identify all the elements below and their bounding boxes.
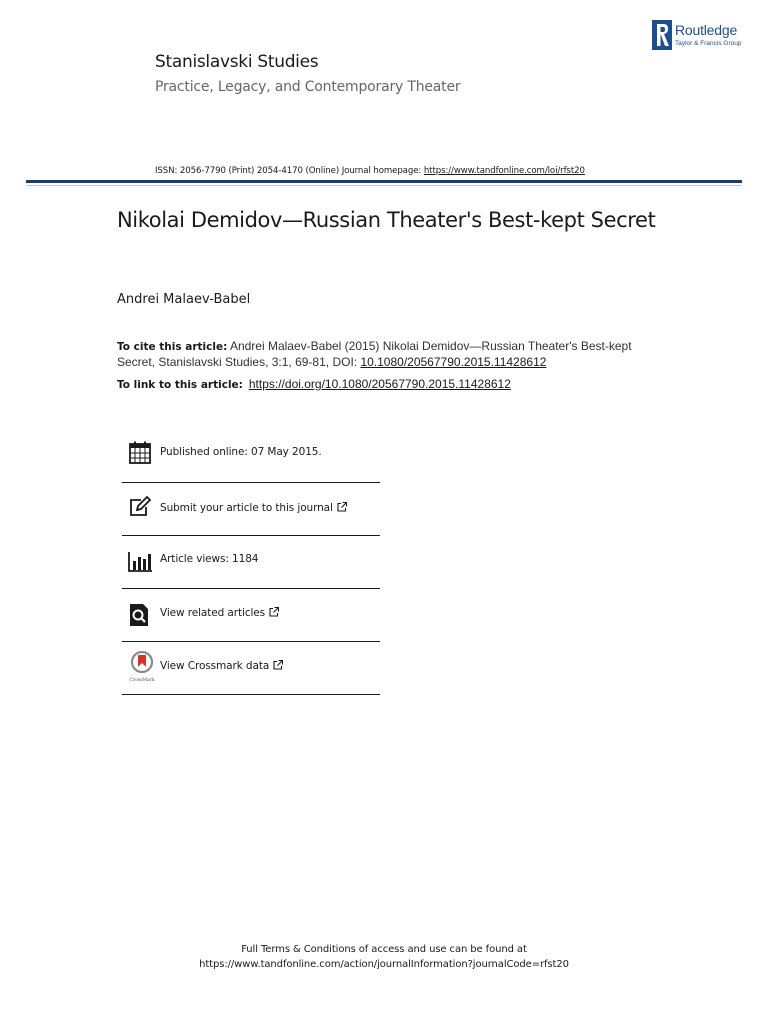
submit-article-row[interactable] — [122, 483, 380, 536]
citation-block — [117, 339, 657, 370]
external-link-icon — [269, 607, 279, 617]
header-divider — [26, 180, 742, 183]
issn-line — [155, 166, 585, 176]
citation-label: To cite this article: — [117, 341, 228, 353]
journal-title: Stanislavski Studies — [155, 52, 319, 72]
routledge-logo-icon — [652, 20, 672, 50]
external-link-icon — [337, 502, 347, 512]
submit-article-text: Submit your article to this journal — [160, 502, 333, 514]
crossmark-link[interactable] — [160, 660, 283, 672]
footer — [0, 942, 768, 972]
external-link-icon — [273, 660, 283, 670]
related-articles-row[interactable] — [122, 589, 380, 642]
related-articles-text: View related articles — [160, 607, 266, 619]
issn-text: ISSN: 2056-7790 (Print) 2054-4170 (Online) Journal homepage: — [155, 166, 424, 176]
article-info-list — [122, 430, 380, 695]
crossmark-text: View Crossmark data — [160, 660, 270, 672]
article-views-text: Article views: 1184 — [160, 553, 259, 565]
search-document-icon — [128, 603, 152, 627]
citation-text: Andrei Malaev-Babel (2015) Nikolai Demidov—Russian Theater's Best-kept Secret, Stanislavski Studies, 3:1, 69-81, DOI: — [117, 339, 632, 369]
footer-terms-text: Full Terms & Conditions of access and use can be found at — [241, 944, 527, 955]
publisher-name: Routledge — [675, 22, 738, 38]
crossmark-badge — [128, 651, 156, 681]
link-label: To link to this article: — [117, 379, 243, 391]
submit-article-link[interactable] — [160, 502, 347, 514]
article-doi-link[interactable]: https://doi.org/10.1080/20567790.2015.11428612 — [248, 377, 511, 391]
header-divider-thin — [26, 185, 742, 186]
publisher-subtitle: Taylor & Francis Group — [675, 40, 742, 47]
published-online-text: Published online: 07 May 2015. — [160, 446, 322, 458]
article-author: Andrei Malaev-Babel — [117, 292, 251, 307]
footer-terms-link[interactable]: https://www.tandfonline.com/action/journalInformation?journalCode=rfst20 — [199, 959, 569, 970]
article-views-row — [122, 536, 380, 589]
article-title: Nikolai Demidov—Russian Theater's Best-kept Secret — [117, 208, 656, 232]
edit-icon — [128, 495, 152, 519]
bar-chart-icon — [128, 550, 152, 574]
related-articles-link[interactable] — [160, 607, 279, 619]
published-online-row — [122, 430, 380, 483]
publisher-logo — [652, 20, 748, 52]
crossmark-label: CrossMark — [129, 678, 155, 683]
crossmark-icon — [128, 651, 156, 675]
crossmark-row[interactable] — [122, 642, 380, 695]
article-link-line — [117, 377, 511, 391]
journal-subtitle: Practice, Legacy, and Contemporary Theater — [155, 79, 461, 95]
calendar-icon — [128, 441, 152, 465]
doi-link[interactable]: 10.1080/20567790.2015.11428612 — [360, 355, 547, 369]
journal-homepage-link[interactable]: https://www.tandfonline.com/loi/rfst20 — [423, 166, 585, 176]
